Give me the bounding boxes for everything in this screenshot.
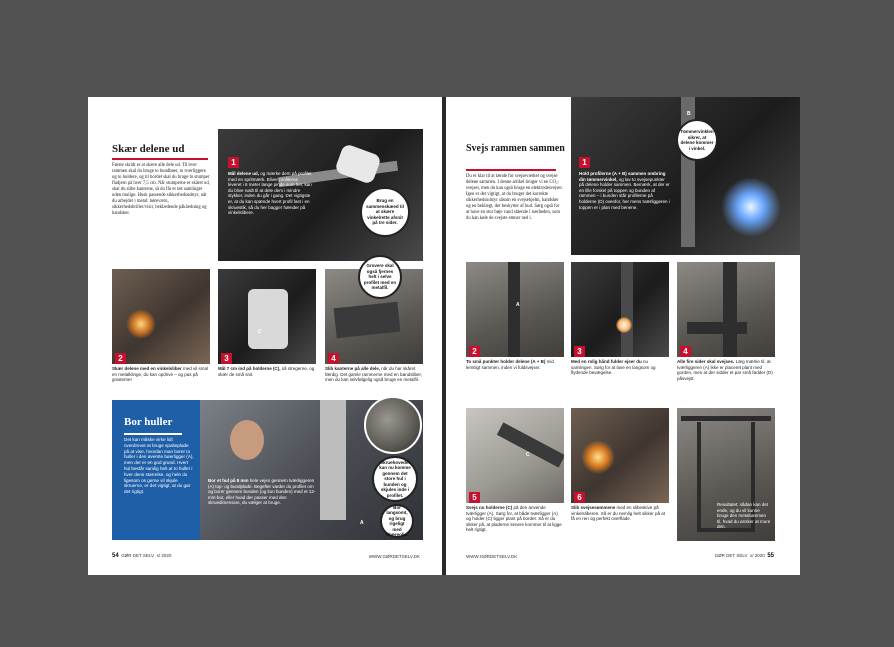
bor-caption-lead: Bor et hul på 8 mm (208, 478, 249, 483)
step2-caption (466, 359, 564, 370)
step6-number: 6 (574, 492, 585, 503)
step4-caption (325, 366, 423, 383)
right-footer-issue: x/ 2020 (750, 553, 765, 558)
left-footer (112, 553, 171, 559)
bor-bubble-top: Skruehovedet kan nu komme gennem det store hul i bunden og skjules inde i profilet. (372, 456, 418, 502)
step6-body: med en slibeskive på vinkelsliberen. Så er du nemlig helt sikker på at få en ren og perfekt overflade. (571, 505, 666, 522)
step1-photo (571, 97, 800, 255)
step1-text (228, 171, 312, 216)
left-page-number: 54 (112, 553, 119, 559)
step3-body: så stregerne, og skær de små snit. (218, 366, 315, 377)
step1-number: 1 (228, 157, 239, 168)
right-page (446, 97, 800, 575)
step2-number: 2 (115, 353, 126, 364)
bor-caption-body: hele vejen gennem tværliggeren (A) top- og bundplade. Begefter varder du profilet om og borer gennem bunden (og kun bunden) med et 12-mm-bor, eller hvad der passer med den skruedimension, du vælger at bruge. (208, 478, 316, 506)
intro-text: Første skridt er at skære alle dele ud. Til bver rammen skal du bruge to bundbøer, to tværliggere og to holdere, og til bordet skal du bruge to stumper fladjern på hver 7,5 cm. Når stumperne er skåret ud, skal du slibe kanterne, så du får et tæt samlinger uden mulige. Husk passende sikkerhedsudstyr, når du arbejder i metal: høreværn, sikkerhedsbriller/visir, beklædende påklædning og handsker. (112, 163, 210, 216)
label-a: A (360, 520, 364, 526)
left-footer-url: WWW.GØRDETSELV.DK (368, 554, 420, 559)
bor-text: Det kan måske virke lidt overdrevet at bruge spalteplade på at vise, hvordan man borer to huller i den øverste bøerligger (A), men der er en god grund. Hvert hul består samlig helt at to huller i hver dens størrelse, og hele du ligesom os gerne vil skjule skruerne, er det vigtigt, at du gør det rigtigt. (124, 437, 194, 495)
step2-caption (112, 366, 210, 383)
step5-caption (466, 505, 564, 533)
step4-body: når du har skåret færdig. Det gamle rammerne med en bøndsliber, men du kan selvfølgelig også bruge en metalfil. (325, 366, 423, 383)
intro-text: Du er klar til at tænde for svejseværket og svejse delene sammen. I denne artikel bruger vi en CO₂-svejser, men du kan også bruge en elektrodesvejser. Igen er det vigtigt, at du bruger det korrekte sikkerhedsudstyr såsom en svejsehjelm, handsker og en beklægt, der beskytter af hud. Sørg også for at have en stor bøje vand stående i nærheden, som du kan køle de svejste emner ned i. (466, 174, 563, 221)
step3-lead: Mål 7 cm ind på holderne (C), (218, 366, 281, 371)
step6-photo (571, 408, 669, 503)
step4-bubble: Grovere skal også fjernes helt i selve profilet med en metalfil. (358, 255, 402, 299)
step4-lead: Alle fire sider skal svejses. (677, 359, 735, 364)
right-footer-url: WWW.GØRDETSELV.DK (466, 554, 518, 559)
finished-frame-photo (677, 408, 775, 541)
step2-photo (112, 269, 210, 364)
step1-lead: Hold profilerne (A + B) sammen ombring din tømmervinkel, (579, 171, 666, 182)
step5-photo (466, 408, 564, 503)
label-a-step2: A (516, 302, 520, 308)
bor-closeup-lens (364, 396, 422, 454)
bor-caption (208, 478, 316, 506)
step4-number: 4 (680, 346, 691, 357)
label-c-step5: C (526, 452, 530, 458)
step2-lead: Skær delene med en vinkelsliber (112, 366, 182, 371)
step3-body: nu samlingen. Sørg for at lave en langsom og flydende bevægelse. (571, 359, 656, 376)
title-underline (112, 158, 208, 160)
step3-photo (218, 269, 316, 364)
step1-bubble: Brug en sammenskæed til at skære vinkelrette afsnit på tre sider. (360, 187, 410, 237)
bor-huller-box (112, 400, 423, 540)
bor-bubble-bottom: Bor langsomt, og brug rigeligt med skæreolie. (380, 504, 414, 538)
step1-number: 1 (579, 157, 590, 168)
finish-note: Resultatet: sådan kan det ende, og du vil kunne bruge den metalrammen til, hvad du ønsker at mure den. (717, 502, 771, 530)
step3-caption (218, 366, 316, 377)
left-footer-mag: GØR DET SELV (121, 553, 155, 558)
bor-underline (124, 433, 182, 435)
step1-body: og mærke dem på profilet med en spritmærk. Bliver profilerne leveret i 6 meter lange pinde som her, kan du blive nødt til at dele dem i mindre stykker, inden du går i gang. Det vigtigste er, at du kan spænde hvert profil fast i en skruestik, så du her bagger hænder på vinkelslibere. (228, 171, 312, 216)
step3-caption (571, 359, 669, 376)
page-title: Skær delene ud (112, 143, 185, 155)
step3-number: 3 (574, 346, 585, 357)
step2-lead: To små punkter holder delene (A + B) (466, 359, 546, 364)
step4-body: Læg mærke til, at tværliggeren (A) ikke er placeret plant med gorden, men at der sidder et par små fødder (D) påsvejst. (677, 359, 773, 381)
step3-lead: Med en rolig hånd fulder ejser du (571, 359, 642, 364)
step2-body: mid lemtligt sammen, inden vi fuldsvejser. (466, 359, 554, 370)
step5-number: 5 (469, 492, 480, 503)
step1-bubble: Tømmervinklen sikrer, at delene kommer i vinkel. (676, 119, 718, 161)
step1-photo (218, 129, 423, 261)
left-footer-issue: x/ 2020 (156, 553, 172, 558)
step4-photo (677, 262, 775, 357)
right-footer-mag: GØR DET SELV (714, 553, 748, 558)
left-page (88, 97, 442, 575)
step4-lead: Slib kanterne på alle dele, (325, 366, 381, 371)
step3-photo (571, 262, 669, 357)
step5-body: på den anvende tværligger (A). Sørg for, at både tværligger (A) og holder (C) ligger plant på bordet. Så er du sikker på, at pladerne senere kommer til at ligge helt rigtigt. (466, 505, 562, 533)
label-c: C (258, 329, 262, 335)
step1-body: og lav to svejsepunkter på delene holder sammen. Bemærk, at der er en lille forskel på toppen og bunden af rammen – i bunden står profilerne på holderne (D) ovenfor, her mens tværliggeren i toppen er i plan med benene. (579, 176, 670, 210)
step2-number: 2 (469, 346, 480, 357)
step6-lead: Slib svejsesømmene (571, 505, 616, 510)
bor-title: Bor huller (124, 416, 173, 428)
step2-body: med vil smal en metalklinge, du kan opdrive – og pas på gnisterne! (112, 366, 209, 383)
step1-lead: Mål delene ud, (228, 171, 260, 176)
step4-number: 4 (328, 353, 339, 364)
right-page-number: 55 (767, 553, 774, 559)
step1-text (579, 171, 671, 210)
page-title: Svejs rammen sammen (466, 143, 565, 154)
title-underline (466, 169, 556, 171)
right-footer (715, 553, 774, 559)
step5-lead: Svejs nu holderne (C) (466, 505, 513, 510)
step6-caption (571, 505, 669, 522)
step2-photo (466, 262, 564, 357)
step3-number: 3 (221, 353, 232, 364)
step4-caption (677, 359, 775, 381)
label-b: B (687, 111, 691, 117)
